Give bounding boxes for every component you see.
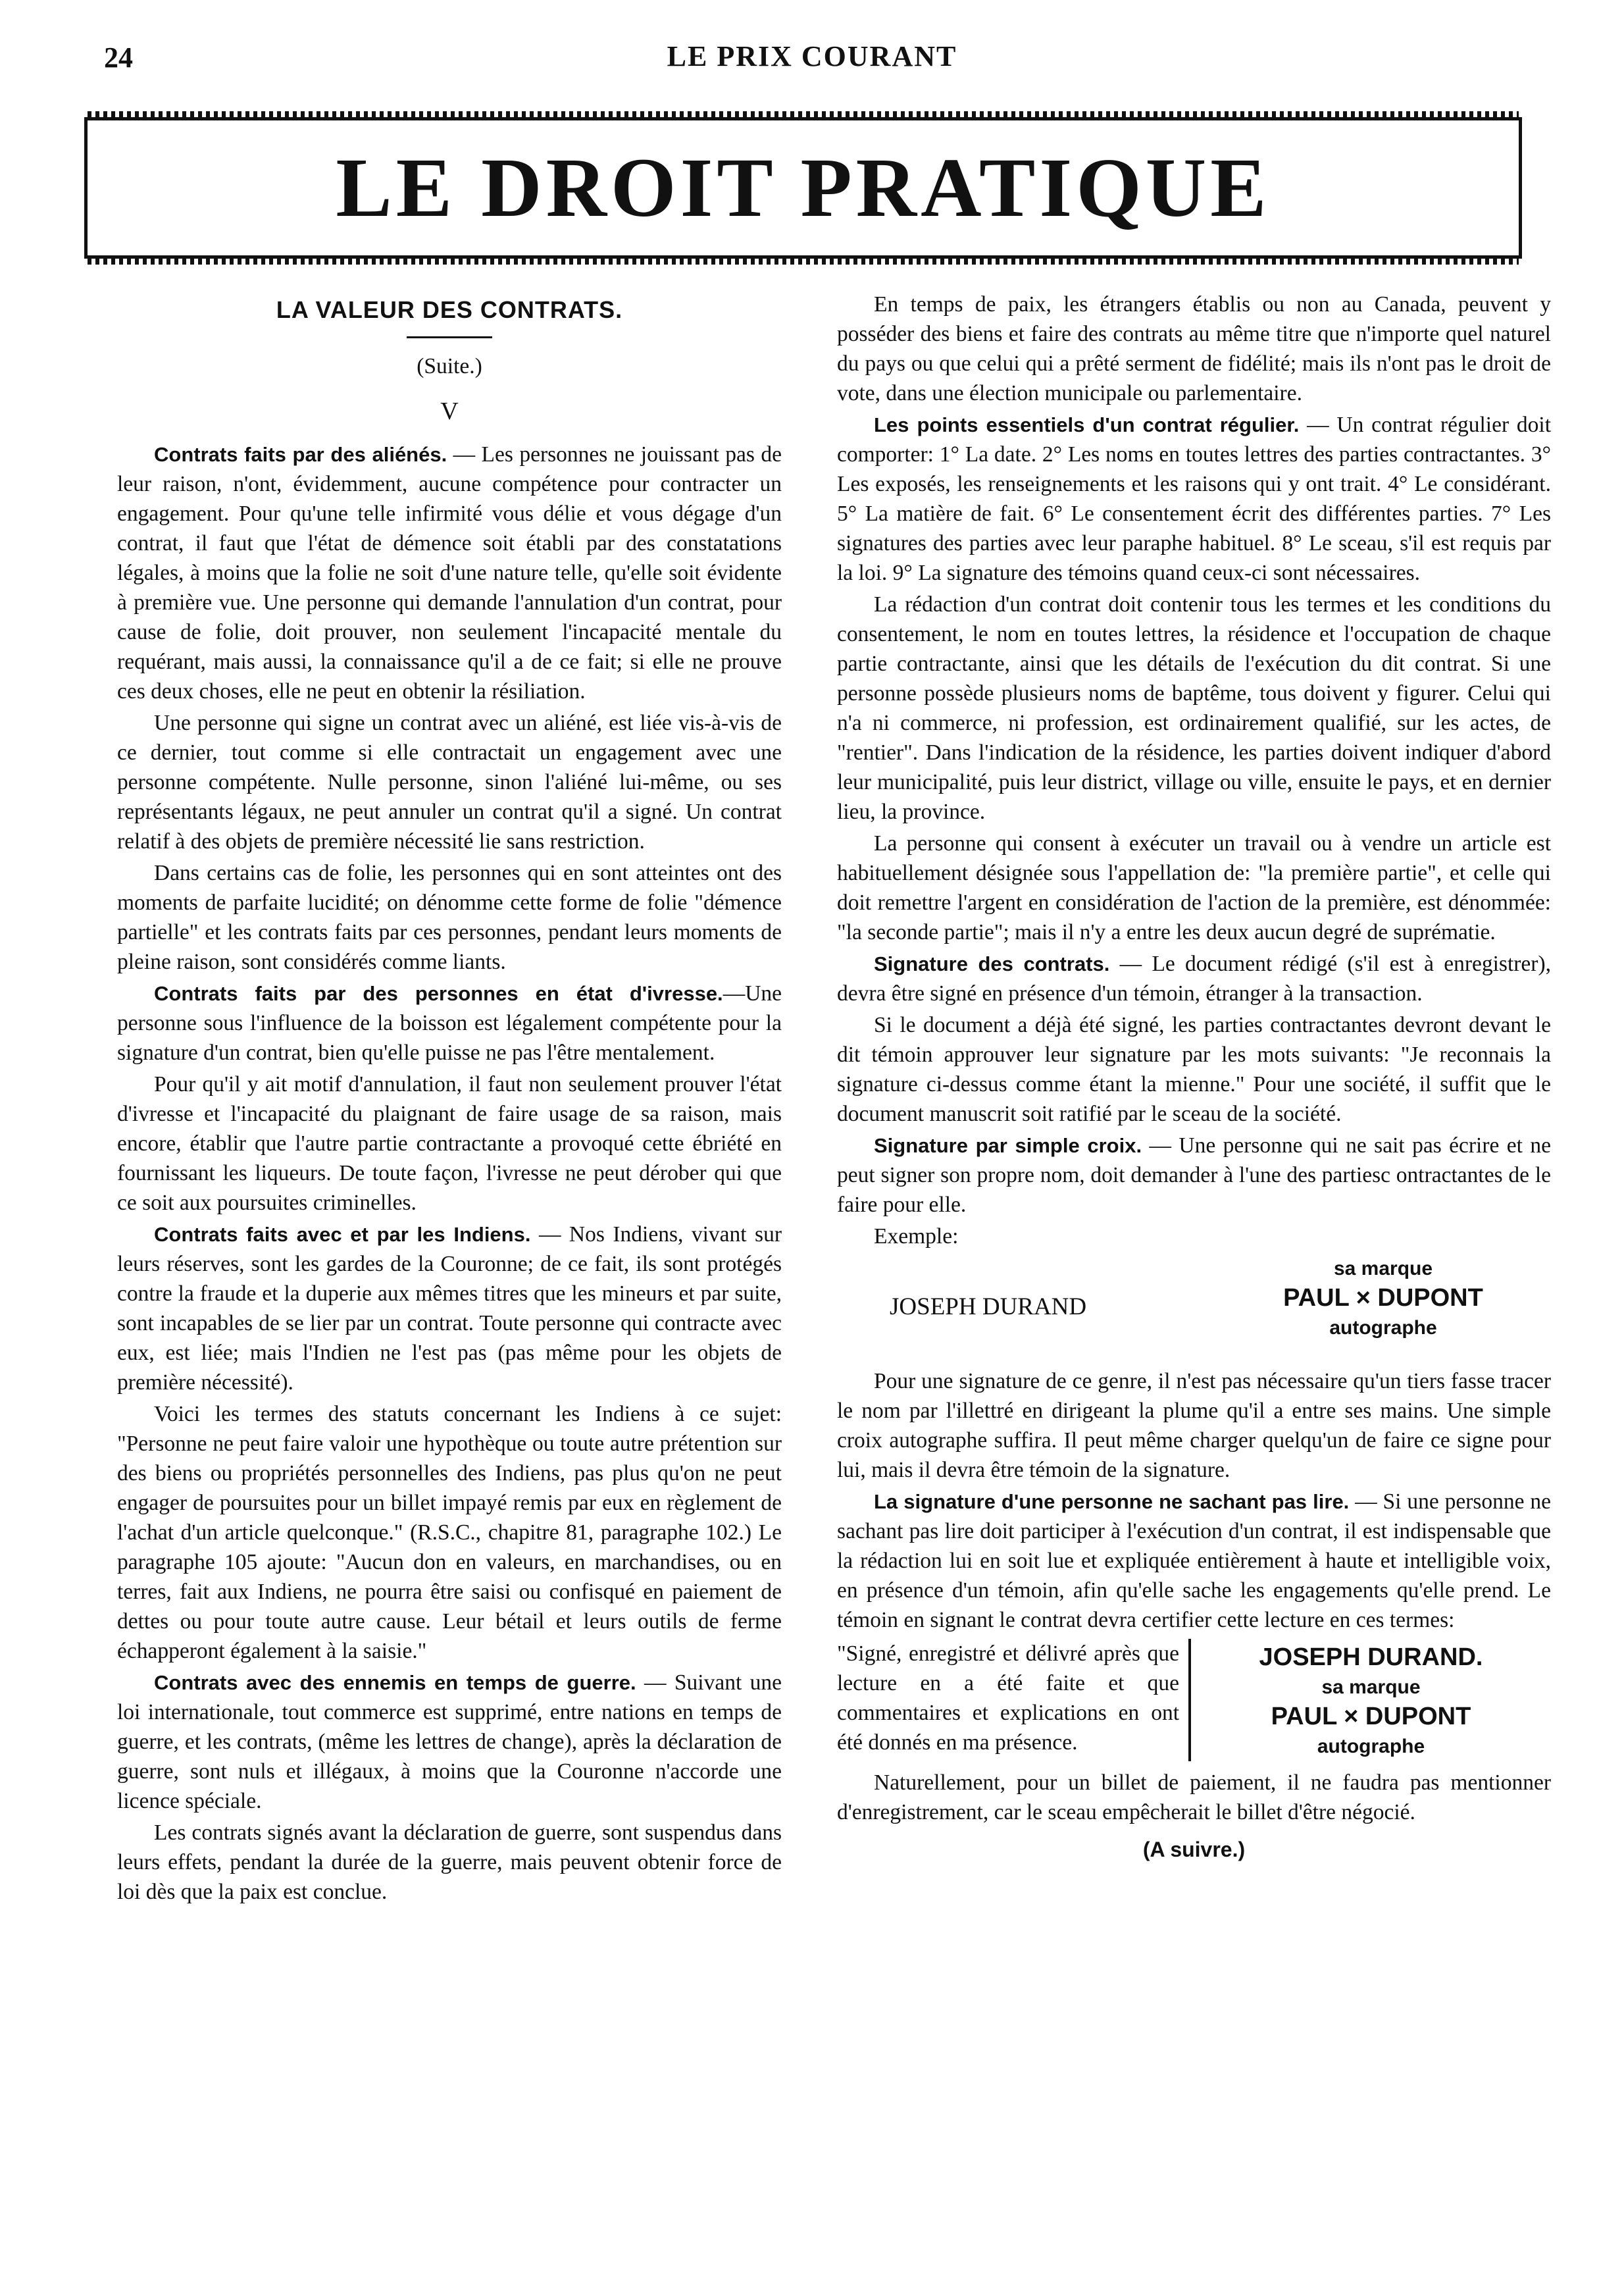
paragraph [117, 1070, 782, 1218]
autograph-label: autographe [1329, 1317, 1437, 1339]
paragraph [837, 590, 1551, 827]
paragraph [117, 1668, 782, 1816]
certification-signature [1191, 1639, 1551, 1761]
cert-name: JOSEPH DURAND. [1259, 1643, 1483, 1671]
paragraph-text: Les contrats signés avant la déclaration de guerre, sont suspendus dans leurs effets, pendant la durée de la guerre, mais peuvent obtenir force de loi dès que la paix est conclue. [117, 1820, 782, 1904]
paragraph-text: — Le document rédigé (s'il est à enregistrer), devra être signé en présence d'un témoin, étranger à la transaction. [837, 952, 1551, 1006]
cert-signer: PAUL × DUPONT [1271, 1703, 1471, 1730]
paragraph-lead: Les points essentiels d'un contrat régulier. [874, 413, 1300, 436]
paragraph [837, 290, 1551, 408]
left-column [117, 290, 782, 1909]
paragraph [837, 1131, 1551, 1220]
paragraph-text: Pour une signature de ce genre, il n'est pas nécessaire qu'un tiers fasse tracer le nom par l'illettré en dirigeant la plume qu'il a entre ses mains. Une simple croix autographe suffira. Il peut même charger quelqu'un de faire ce signe pour lui, mais il devra être témoin de la signature. [837, 1369, 1551, 1482]
paragraph-text: Voici les termes des statuts concernant les Indiens à ce sujet: "Personne ne peut faire valoir une hypothèque ou toute autre prétention sur des biens ou propriétés personnelles des Indiens, pas plus qu'on ne peut engager de poursuites pour un billet impayé remis par eux en règlement de l'achat d'un article quelconque." (R.S.C., chapitre 81, paragraphe 102.) Le paragraphe 105 ajoute: "Aucun don en valeurs, en marchandises, ou en terres, fait aux Indiens, ne pourra être saisi ou confisqué en paiement de dettes ou pour toute autre cause. Leur bétail et leurs outils de ferme échapperont également à la saisie." [117, 1402, 782, 1663]
paragraph-text: La personne qui consent à exécuter un travail ou à vendre un article est habituellement désignée sous l'appellation de: "la première partie", et celle qui doit remettre l'argent en considération de l'action de la première, est dénommée: "la seconde partie"; mais il n'y a entre les deux aucun degré de suprématie. [837, 831, 1551, 944]
certification-text: "Signé, enregistré et délivré après que lecture en a été faite et que commentaires et explications en ont été donnés en ma présence. [837, 1639, 1191, 1761]
paragraph [117, 1818, 782, 1907]
paragraph-lead: Contrats avec des ennemis en temps de guerre. [154, 1671, 636, 1694]
paragraph-text: — Les personnes ne jouissant pas de leur raison, n'ont, évidemment, aucune compétence pour contracter un engagement. Pour qu'une telle infirmité vous délie et vous dégage d'un contrat, il faut que l'état de démence soit établi par des constatations légales, à moins que la folie ne soit d'une nature telle, qu'elle soit évidente à première vue. Une personne qui demande l'annulation d'un contrat, pour cause de folie, doit prouver, non seulement l'incapacité mentale du requérant, mais aussi, la connaissance qu'il a de ce fait; si elle ne prouve ces deux choses, elle ne peut en obtenir la résiliation. [117, 442, 782, 704]
certification-block [837, 1639, 1551, 1761]
signer-mark: PAUL × DUPONT [1283, 1284, 1483, 1312]
paragraph-lead: Contrats faits par des personnes en état d'ivresse. [154, 982, 723, 1005]
right-column [837, 290, 1551, 1865]
paragraph-text: —Une personne sous l'influence de la boisson est légalement compétente pour la signature d'un contrat, bien qu'elle puisse ne pas l'être mentalement. [117, 981, 782, 1065]
cert-mark-label: sa marque [1321, 1676, 1421, 1698]
paragraph-text: — Une personne qui ne sait pas écrire et ne peut signer son propre nom, doit demander à l'une des partiesc ontractantes de le faire pour elle. [837, 1133, 1551, 1217]
signature-example [837, 1254, 1551, 1362]
article-subtitle: (Suite.) [417, 354, 482, 378]
paragraph [837, 949, 1551, 1008]
paragraph-text: Pour qu'il y ait motif d'annulation, il faut non seulement prouver l'état d'ivresse et l'incapacité du plaignant de faire usage de sa raison, mais encore, établir que l'autre partie contractante a provoqué cette ébriété en fournissant les liqueurs. De toute façon, l'ivresse ne peut dérober qui que ce soit aux poursuites criminelles. [117, 1072, 782, 1215]
paragraph [117, 1399, 782, 1666]
paragraph-lead: Signature des contrats. [874, 952, 1110, 975]
paragraph-text: En temps de paix, les étrangers établis ou non au Canada, peuvent y posséder des biens et faire des contrats au même titre que n'importe quel naturel du pays ou que celui qui a prêté serment de fidélité; mais ils n'ont pas le droit de vote, dans une élection municipale ou parlementaire. [837, 292, 1551, 405]
paragraph [837, 1768, 1551, 1827]
paragraph-lead: La signature d'une personne ne sachant pas lire. [874, 1490, 1350, 1513]
paragraph-lead: Contrats faits avec et par les Indiens. [154, 1223, 531, 1246]
right-paragraphs-top [837, 290, 1551, 1251]
paragraph-lead: Signature par simple croix. [874, 1134, 1142, 1157]
left-paragraphs [117, 440, 782, 1907]
example-name: JOSEPH DURAND [890, 1293, 1087, 1320]
paragraph-text: — Suivant une loi internationale, tout commerce est supprimé, entre nations en temps de guerre, et les contrats, (même les lettres de change), après la déclaration de guerre, sont nuls et illégaux, à moins que la Couronne n'accorde une licence spéciale. [117, 1670, 782, 1813]
continued-note: (A suivre.) [1142, 1838, 1246, 1861]
article-title: LA VALEUR DES CONTRATS. [276, 296, 623, 323]
section-banner [84, 117, 1522, 259]
paragraph-text: Dans certains cas de folie, les personnes qui en sont atteintes ont des moments de parfaite lucidité; on dénomme cette forme de folie "démence partielle" et les contrats faits par ces personnes, pendant leurs moments de pleine raison, sont considérés comme liants. [117, 861, 782, 974]
paragraph-text: — Nos Indiens, vivant sur leurs réserves, sont les gardes de la Couronne; de ce fait, ils sont protégés contre la fraude et la duperie aux mêmes titres que les mineurs et par suite, sont incapables de se lier par un contrat. Toute personne qui contracte avec eux, est liée; mais l'Indien ne l'est pas (pas même pour les objets de première nécessité). [117, 1222, 782, 1395]
right-paragraphs-end [837, 1768, 1551, 1827]
paragraph-text: Exemple: [874, 1224, 959, 1249]
paragraph [837, 1010, 1551, 1129]
running-title: LE PRIX COURANT [667, 40, 957, 72]
example-signature [1252, 1254, 1515, 1343]
paragraph [117, 858, 782, 977]
banner-title: LE DROIT PRATIQUE [336, 141, 1271, 234]
paragraph-text: — Si une personne ne sachant pas lire doit participer à l'exécution d'un contrat, il est indispensable que la rédaction lui en soit lue et expliquée entièrement à haute et intelligible voix, en présence d'un témoin, afin qu'elle sache les engagements qu'elle prend. Le témoin en signant le contrat devra certifier cette lecture en ces termes: [837, 1489, 1552, 1632]
paragraph [117, 440, 782, 706]
paragraph [837, 410, 1551, 588]
section-number: V [440, 398, 459, 425]
paragraph [837, 1487, 1551, 1635]
right-paragraphs-mid [837, 1366, 1551, 1635]
paragraph [117, 979, 782, 1068]
paragraph [117, 708, 782, 856]
paragraph [837, 1366, 1551, 1485]
paragraph-lead: Contrats faits par des aliénés. [154, 443, 447, 466]
page-number: 24 [104, 41, 133, 74]
paragraph-text: Naturellement, pour un billet de paiement, il ne faudra pas mentionner d'enregistrement, car le sceau empêcherait le billet d'être négocié. [837, 1770, 1551, 1824]
paragraph-text: La rédaction d'un contrat doit contenir tous les termes et les conditions du consentement, le nom en toutes lettres, la résidence et l'occupation de chaque partie contractante, ainsi que les détails de l'exécution du dit contrat. Si une personne possède plusieurs noms de baptême, tous doivent y figurer. Celui qui n'a ni commerce, ni profession, est ordinairement qualifié, sur les actes, de "rentier". Dans l'indication de la résidence, les parties doivent indiquer d'abord leur municipalité, puis leur district, village ou ville, ensuite le pays, et en dernier lieu, la province. [837, 592, 1551, 824]
mark-label: sa marque [1333, 1258, 1433, 1279]
paragraph [117, 1220, 782, 1397]
paragraph-text: — Un contrat régulier doit comporter: 1° La date. 2° Les noms en toutes lettres des parties contractantes. 3° Les exposés, les renseignements et les raisons qui y ont trait. 4° Le considérant. 5° La matière de fait. 6° Le consentement écrit des différentes parties. 7° Les signatures des parties avec leur paraphe habituel. 8° Le sceau, s'il est requis par la loi. 9° La signature des témoins quand ceux-ci sont nécessaires. [837, 413, 1552, 585]
title-rule [407, 336, 492, 338]
paragraph-text: Une personne qui signe un contrat avec un aliéné, est liée vis-à-vis de ce dernier, tout comme si elle contractait un engagement avec une personne compétente. Nulle personne, sinon l'aliéné lui-même, ou ses représentants légaux, ne peut annuler un contrat qu'il a signé. Un contrat relatif à des objets de première nécessité lie sans restriction. [117, 711, 782, 854]
cert-autograph-label: autographe [1317, 1736, 1425, 1757]
paragraph [837, 1222, 1551, 1251]
paragraph-text: Si le document a déjà été signé, les parties contractantes devront devant le dit témoin approuver leur signature par les mots suivants: "Je reconnais la signature ci-dessus comme étant la mienne." Pour une société, il suffit que le document manuscrit soit ratifié par le sceau de la société. [837, 1013, 1551, 1126]
paragraph [837, 829, 1551, 947]
